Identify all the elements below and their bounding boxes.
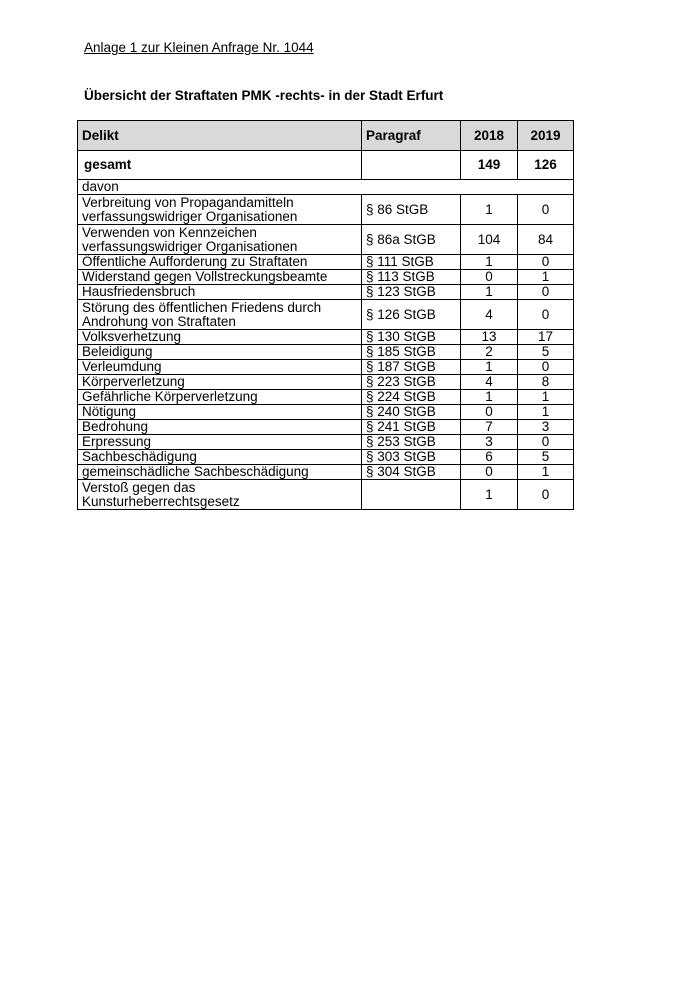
paragraph-cell [362,480,461,510]
delikt-line: Körperverletzung [82,374,185,389]
paragraph-cell: § 185 StGB [362,345,461,360]
count-2019-cell: 8 [518,375,574,390]
delikt-line: Androhung von Straftaten [82,313,236,329]
delikt-cell [78,480,362,510]
delikt-cell [78,255,362,270]
count-2018-cell: 3 [461,435,518,450]
paragraph-cell: § 241 StGB [362,420,461,435]
count-2019-cell: 0 [518,435,574,450]
count-2019-cell: 0 [518,300,574,330]
column-header-2019: 2019 [518,121,574,151]
delikt-line: Volksverhetzung [82,329,182,344]
count-2018-cell: 13 [461,330,518,345]
delikt-cell [78,225,362,255]
paragraph-cell: § 86a StGB [362,225,461,255]
table-row [78,450,574,465]
paragraph-cell: § 86 StGB [362,195,461,225]
paragraph-cell: § 123 StGB [362,285,461,300]
count-2018-cell: 0 [461,465,518,480]
delikt-line: Gefährliche Körperverletzung [82,389,258,404]
paragraph-cell: § 303 StGB [362,450,461,465]
table-row [78,225,574,255]
column-header-2018: 2018 [461,121,518,151]
delikt-line: Verwenden von Kennzeichen [82,224,257,240]
delikt-cell [78,270,362,285]
count-2019-cell: 1 [518,270,574,285]
paragraph-cell: § 187 StGB [362,360,461,375]
delikt-line: Kunsturheberrechtsgesetz [82,493,240,509]
count-2019-cell: 0 [518,360,574,375]
delikt-cell [78,390,362,405]
count-2019-cell: 1 [518,405,574,420]
paragraph-cell: § 240 StGB [362,405,461,420]
delikt-line: Beleidigung [82,344,153,359]
delikt-line: Bedrohung [82,419,149,434]
total-2018: 149 [461,151,518,180]
table-header-row [78,121,574,151]
delikt-cell [78,405,362,420]
delikt-line: Störung des öffentlichen Friedens durch [82,299,322,315]
delikt-line: Nötigung [82,404,137,419]
count-2019-cell: 5 [518,450,574,465]
count-2019-cell: 3 [518,420,574,435]
table-row [78,375,574,390]
count-2019-cell: 84 [518,225,574,255]
table-row [78,270,574,285]
count-2018-cell: 1 [461,255,518,270]
paragraph-cell: § 223 StGB [362,375,461,390]
count-2018-cell: 1 [461,360,518,375]
delikt-line: verfassungswidriger Organisationen [82,238,298,254]
table-row [78,465,574,480]
count-2018-cell: 7 [461,420,518,435]
total-2019: 126 [518,151,574,180]
count-2019-cell: 0 [518,285,574,300]
count-2018-cell: 0 [461,405,518,420]
count-2018-cell: 1 [461,480,518,510]
delikt-line: Verstoß gegen das [82,479,196,495]
table-row [78,285,574,300]
paragraph-cell: § 304 StGB [362,465,461,480]
delikt-line: Erpressung [82,434,152,449]
paragraph-cell: § 130 StGB [362,330,461,345]
count-2019-cell: 0 [518,255,574,270]
delikt-cell [78,345,362,360]
delikt-line: Öffentliche Aufforderung zu Straftaten [82,254,308,269]
table-row [78,345,574,360]
davon-row [78,180,574,195]
delikt-line: Verleumdung [82,359,162,374]
count-2018-cell: 1 [461,195,518,225]
table-row [78,390,574,405]
count-2018-cell: 4 [461,300,518,330]
paragraph-cell: § 111 StGB [362,255,461,270]
count-2018-cell: 104 [461,225,518,255]
delikt-cell [78,360,362,375]
delikt-cell [78,435,362,450]
count-2018-cell: 2 [461,345,518,360]
paragraph-cell: § 224 StGB [362,390,461,405]
delikt-cell [78,375,362,390]
delikt-line: Hausfriedensbruch [82,284,196,299]
table-row [78,360,574,375]
count-2019-cell: 1 [518,390,574,405]
delikt-line: verfassungswidriger Organisationen [82,208,298,224]
count-2019-cell: 0 [518,480,574,510]
table-row [78,195,574,225]
delikt-cell [78,465,362,480]
annex-reference: Anlage 1 zur Kleinen Anfrage Nr. 1044 [84,40,314,55]
count-2019-cell: 1 [518,465,574,480]
table-row [78,435,574,450]
total-row [78,151,574,180]
count-2018-cell: 0 [461,270,518,285]
count-2019-cell: 17 [518,330,574,345]
total-paragraph [362,151,461,180]
delikt-line: Verbreitung von Propagandamitteln [82,194,294,210]
table-row [78,480,574,510]
delikt-cell [78,195,362,225]
count-2018-cell: 1 [461,390,518,405]
delikt-cell [78,450,362,465]
table-row [78,330,574,345]
count-2018-cell: 1 [461,285,518,300]
table-row [78,255,574,270]
column-header-paragraf: Paragraf [362,121,461,151]
table-row [78,300,574,330]
count-2019-cell: 0 [518,195,574,225]
delikt-cell [78,330,362,345]
paragraph-cell: § 113 StGB [362,270,461,285]
delikt-line: gemeinschädliche Sachbeschädigung [82,464,309,479]
delikt-line: Sachbeschädigung [82,449,197,464]
table-row [78,405,574,420]
paragraph-cell: § 126 StGB [362,300,461,330]
count-2018-cell: 6 [461,450,518,465]
delikt-cell [78,300,362,330]
table-row [78,420,574,435]
total-label: gesamt [78,151,362,180]
delikt-line: Widerstand gegen Vollstreckungsbeamte [82,269,328,284]
column-header-delikt: Delikt [78,121,362,151]
count-2019-cell: 5 [518,345,574,360]
count-2018-cell: 4 [461,375,518,390]
offense-table [77,120,574,510]
davon-label: davon [78,180,574,195]
delikt-cell [78,420,362,435]
paragraph-cell: § 253 StGB [362,435,461,450]
delikt-cell [78,285,362,300]
document-title: Übersicht der Straftaten PMK -rechts- in der Stadt Erfurt [84,88,444,103]
